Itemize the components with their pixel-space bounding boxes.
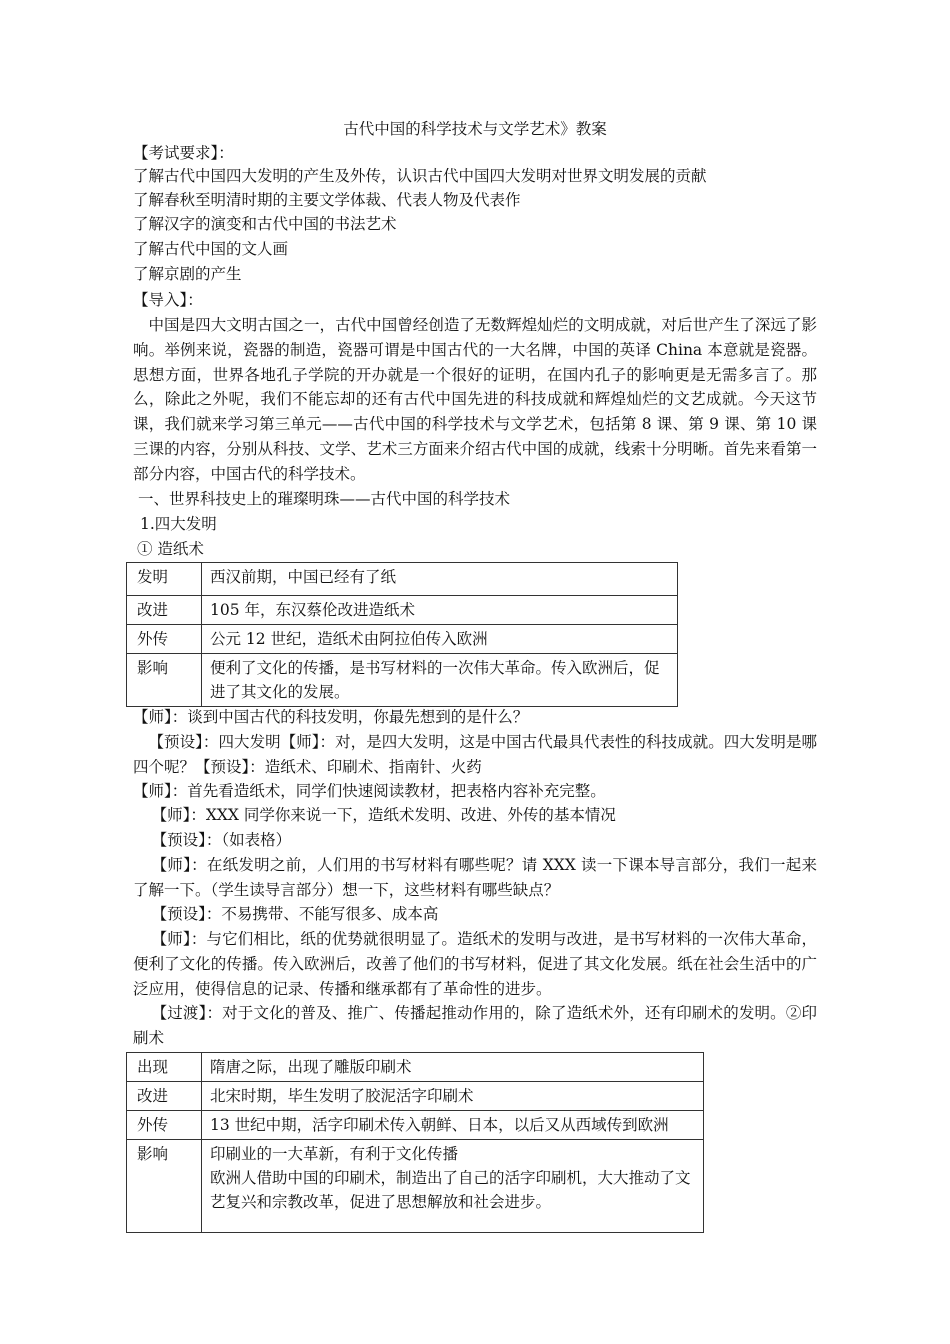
table-key: 出现: [127, 1053, 202, 1082]
table-value: 105 年，东汉蔡伦改进造纸术: [202, 596, 678, 625]
dialog-line: 【师】：首先看造纸术，同学们快速阅读教材，把表格内容补充完整。: [133, 782, 606, 800]
table-key: 影响: [127, 1140, 202, 1233]
table-key: 改进: [127, 596, 202, 625]
dialog-line: 【预设】：（如表格）: [151, 831, 292, 849]
table-key: 影响: [127, 654, 202, 707]
table-key: 外传: [127, 625, 202, 654]
table-row: [127, 1140, 704, 1233]
table-key: 外传: [127, 1111, 202, 1140]
exam-item: 了解古代中国的文人画: [133, 240, 289, 258]
dialog-line: 【师】：在纸发明之前，人们用的书写材料有哪些呢？请 XXX 读一下课本导言部分，我们一起来了解一下。（学生读导言部分）想一下，这些材料有哪些缺点？: [133, 856, 817, 899]
table-row: [127, 1053, 704, 1082]
table-value: 隋唐之际，出现了雕版印刷术: [202, 1053, 704, 1082]
section-heading: 一、世界科技史上的璀璨明珠——古代中国的科学技术: [138, 490, 511, 508]
dialog-line: 【师】：与它们相比，纸的优势就很明显了。造纸术的发明与改进，是书写材料的一次伟大革命，便利了文化的传播。传入欧洲后，改善了他们的书写材料，促进了其文化发展。纸在社会生活中的广泛应用，使得信息的记录、传播和继承都有了革命性的进步。: [133, 930, 817, 998]
table-value: 便利了文化的传播，是书写材料的一次伟大革命。传入欧洲后，促进了其文化的发展。: [202, 654, 678, 707]
table-row: [127, 563, 678, 596]
exam-item: 了解古代中国四大发明的产生及外传，认识古代中国四大发明对世界文明发展的贡献: [133, 167, 707, 185]
impact-line: 印刷业的一大革新，有利于文化传播: [210, 1145, 459, 1163]
subsection-heading: 1.四大发明: [140, 515, 217, 533]
table-row: [127, 1082, 704, 1111]
table-row: [127, 596, 678, 625]
table-value: 13 世纪中期，活字印刷术传入朝鲜、日本，以后又从西域传到欧洲: [202, 1111, 704, 1140]
table-value: 公元 12 世纪，造纸术由阿拉伯传入欧洲: [202, 625, 678, 654]
exam-item: 了解春秋至明清时期的主要文学体裁、代表人物及代表作: [133, 191, 521, 209]
exam-heading: 【考试要求】：: [133, 144, 234, 162]
table-row: [127, 654, 678, 707]
dialog-line: 【师】：XXX 同学你来说一下，造纸术发明、改进、外传的基本情况: [151, 806, 616, 824]
document-title: 古代中国的科学技术与文学艺术》教案: [343, 120, 607, 138]
table-key: 改进: [127, 1082, 202, 1111]
dialog-line: 【预设】：四大发明【师】：对，是四大发明，这是中国古代最具代表性的科技成就。四大发明是哪四个呢？【预设】：造纸术、印刷术、指南针、火药: [133, 733, 817, 776]
print-table: [126, 1052, 704, 1233]
exam-item: 了解京剧的产生: [133, 265, 242, 283]
table-value: [202, 1140, 704, 1233]
intro-paragraph: 中国是四大文明古国之一，古代中国曾经创造了无数辉煌灿烂的文明成就，对后世产生了深远了影响。举例来说，瓷器的制造，瓷器可谓是中国古代的一大名牌，中国的英译 China 本意就是瓷器。思想方面，世界各地孔子学院的开办就是一个很好的证明，在国内孔子的影响更是无需多言了。那么，除此之外呢，我们不能忘却的还有古代中国先进的科技成就和辉煌灿烂的文艺成就。今天这节课，我们就来学习第三单元——古代中国的科学技术与文学艺术，包括第 8 课、第 9 课、第 10 课三课的内容，分别从科技、文学、艺术三方面来介绍古代中国的成就，线索十分明晰。首先来看第一部分内容，中国古代的科学技术。: [133, 316, 817, 483]
impact-line: 欧洲人借助中国的印刷术，制造出了自己的活字印刷机，大大推动了文艺复兴和宗教改革，促进了思想解放和社会进步。: [210, 1169, 691, 1211]
intro-heading: 【导入】：: [133, 291, 203, 309]
table-row: [127, 625, 678, 654]
table-value: 西汉前期，中国已经有了纸: [202, 563, 678, 596]
dialog-line: 【预设】：不易携带、不能写很多、成本高: [151, 905, 439, 923]
table-key: 发明: [127, 563, 202, 596]
table-row: [127, 1111, 704, 1140]
dialog-line: 【过渡】：对于文化的普及、推广、传播起推动作用的，除了造纸术外，还有印刷术的发明。②印刷术: [133, 1004, 817, 1047]
dialog-line: 【师】：谈到中国古代的科技发明，你最先想到的是什么？: [133, 708, 529, 726]
paper-heading: ① 造纸术: [137, 540, 204, 558]
paper-table: [126, 562, 678, 707]
table-value: 北宋时期，毕生发明了胶泥活字印刷术: [202, 1082, 704, 1111]
exam-item: 了解汉字的演变和古代中国的书法艺术: [133, 215, 397, 233]
